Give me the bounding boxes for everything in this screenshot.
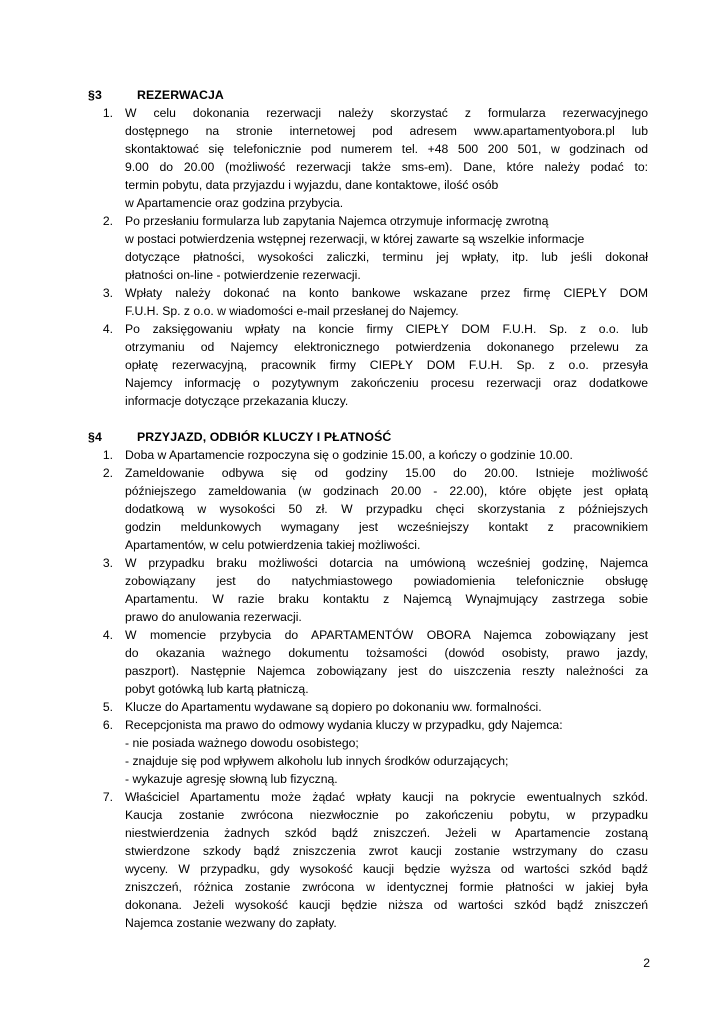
text-line: W celu dokonania rezerwacji należy skorzystać z formularza rezerwacyjnego xyxy=(125,106,648,120)
text-line: Recepcjonista ma prawo do odmowy wydania kluczy w przypadku, gdy Najemca: xyxy=(125,718,563,732)
list-item-text xyxy=(113,464,648,554)
sub-bullet-line: - nie posiada ważnego dowodu osobistego; xyxy=(125,736,359,750)
list-item-marker: 5. xyxy=(102,700,113,714)
text-line: dotyczące płatności, wysokości zaliczki, terminu jej wpłaty, itp. lub jeśli dokonał xyxy=(125,250,648,264)
list-item-marker: 7. xyxy=(102,790,113,804)
list-item-text xyxy=(113,788,648,932)
text-line: Najemcy informację o pozytywnym zakończeniu procesu rezerwacji oraz dodatkowe xyxy=(125,376,648,390)
text-line: Po zaksięgowaniu wpłaty na koncie firmy CIEPŁY DOM F.U.H. Sp. z o.o. lub xyxy=(125,322,648,336)
section-heading xyxy=(88,428,648,446)
section-number: §3 xyxy=(88,88,102,102)
section-title: REZERWACJA xyxy=(137,88,224,102)
list-item xyxy=(88,284,648,320)
text-line: w Apartamencie oraz godzina przybycia. xyxy=(125,196,344,210)
text-line: do okazania ważnego dokumentu tożsamości (dowód osobisty, prawo jazdy, xyxy=(125,646,648,660)
text-line: niestwierdzenia żadnych szkód bądź zniszczeń. Jeżeli w Apartamencie zostaną xyxy=(125,826,648,840)
text-line: stwierdzone szkody bądź zniszczenia zwrot kaucji zostanie wstrzymany do czasu xyxy=(125,844,648,858)
list-item-text xyxy=(113,626,648,698)
list-item-text xyxy=(113,716,648,788)
list-item xyxy=(88,104,648,212)
document-body xyxy=(88,86,648,932)
list-item-marker: 2. xyxy=(102,466,113,480)
text-line: Właściciel Apartamentu może żądać wpłaty kaucji na pokrycie ewentualnych szkód. xyxy=(125,790,648,804)
list-item-text xyxy=(113,554,648,626)
list-item-marker: 1. xyxy=(102,106,113,120)
list-item xyxy=(88,626,648,698)
text-line: płatności on-line - potwierdzenie rezerwacji. xyxy=(125,268,361,282)
list-item xyxy=(88,464,648,554)
text-line: Apartamentu. W razie braku kontaktu z Najemcą Wynajmujący zastrzega sobie xyxy=(125,592,648,606)
list-item xyxy=(88,212,648,284)
text-line: Najemca zostanie wezwany do zapłaty. xyxy=(125,916,337,930)
text-line: Kaucja zostanie zwrócona niezwłocznie po zakończeniu pobytu, w przypadku xyxy=(125,808,648,822)
text-line: opłatę rezerwacyjną, pracownik firmy CIEPŁY DOM F.U.H. Sp. z o.o. przesyła xyxy=(125,358,648,372)
list-item-text xyxy=(113,284,648,320)
text-line: w postaci potwierdzenia wstępnej rezerwacji, w której zawarte są wszelkie informacje xyxy=(125,232,585,246)
text-line: prawo do anulowania rezerwacji. xyxy=(125,610,302,624)
text-line: dokonana. Jeżeli wysokość kaucji będzie niższa od wartości szkód bądź zniszczeń xyxy=(125,898,648,912)
text-line: W momencie przybycia do APARTAMENTÓW OBORA Najemca zobowiązany jest xyxy=(125,628,648,642)
page-number: 2 xyxy=(643,956,650,970)
text-line: W przypadku braku możliwości dotarcia na umówioną wcześniej godzinę, Najemca xyxy=(125,556,648,570)
text-line: F.U.H. Sp. z o.o. w wiadomości e-mail przesłanej do Najemcy. xyxy=(125,304,459,318)
list-item-text xyxy=(113,320,648,410)
section-spacer xyxy=(88,410,648,428)
text-line: dostępnego na stronie internetowej pod adresem www.apartamentyobora.pl lub xyxy=(125,124,648,138)
list-item-marker: 4. xyxy=(102,322,113,336)
text-line: 9.00 do 20.00 (możliwość rezerwacji także sms-em). Dane, które należy podać to: xyxy=(125,160,648,174)
list-item-marker: 1. xyxy=(102,448,113,462)
text-line: otrzymaniu od Najemcy elektronicznego potwierdzenia dokonanego przelewu za xyxy=(125,340,648,354)
text-line: zobowiązany jest do natychmiastowego powiadomienia telefonicznie obsługę xyxy=(125,574,648,588)
text-line: Wpłaty należy dokonać na konto bankowe wskazane przez firmę CIEPŁY DOM xyxy=(125,286,648,300)
text-line: termin pobytu, data przyjazdu i wyjazdu, dane kontaktowe, ilość osób xyxy=(125,178,499,192)
sub-bullet-line: - wykazuje agresję słowną lub fizyczną. xyxy=(125,772,338,786)
text-line: Zameldowanie odbywa się od godziny 15.00 do 20.00. Istnieje możliwość xyxy=(125,466,648,480)
text-line: dodatkową w wysokości 50 zł. W przypadku chęci skorzystania z późniejszych xyxy=(125,502,648,516)
list-item xyxy=(88,554,648,626)
list-item xyxy=(88,698,648,716)
text-line: godzin meldunkowych wymagany jest wcześniejszy kontakt z pracownikiem xyxy=(125,520,648,534)
list-item xyxy=(88,446,648,464)
list-item-marker: 3. xyxy=(102,556,113,570)
list-item-marker: 6. xyxy=(102,718,113,732)
text-line: skontaktować się telefonicznie pod numerem tel. +48 500 200 501, w godzinach od xyxy=(125,142,648,156)
list-item-marker: 2. xyxy=(102,214,113,228)
list-item-marker: 4. xyxy=(102,628,113,642)
list-item-text xyxy=(113,446,648,464)
section-title: PRZYJAZD, ODBIÓR KLUCZY I PŁATNOŚĆ xyxy=(137,430,392,444)
list-item-marker: 3. xyxy=(102,286,113,300)
text-line: paszport). Następnie Najemca zobowiązany jest do uiszczenia reszty należności za xyxy=(125,664,648,678)
list-item xyxy=(88,788,648,932)
list-item xyxy=(88,320,648,410)
list-item xyxy=(88,716,648,788)
text-line: Doba w Apartamencie rozpoczyna się o godzinie 15.00, a kończy o godzinie 10.00. xyxy=(125,448,573,462)
sub-bullet-line: - znajduje się pod wpływem alkoholu lub innych środków odurzających; xyxy=(125,754,509,768)
section-heading xyxy=(88,86,648,104)
list-item-text xyxy=(113,698,648,716)
text-line: wyceny. W przypadku, gdy wysokość kaucji będzie wyższa od wartości szkód bądź xyxy=(125,862,648,876)
text-line: zniszczeń, różnica zostanie zwrócona w identycznej formie płatności w jakiej była xyxy=(125,880,648,894)
list-item-text xyxy=(113,104,648,212)
text-line: Po przesłaniu formularza lub zapytania Najemca otrzymuje informację zwrotną xyxy=(125,214,549,228)
section-number: §4 xyxy=(88,430,102,444)
text-line: późniejszego zameldowania (w godzinach 20.00 - 22.00), które objęte jest opłatą xyxy=(125,484,648,498)
text-line: informacje dotyczące przekazania kluczy. xyxy=(125,394,349,408)
list-item-text xyxy=(113,212,648,284)
text-line: pobyt gotówką lub kartą płatniczą. xyxy=(125,682,309,696)
text-line: Apartamentów, w celu potwierdzenia takiej możliwości. xyxy=(125,538,421,552)
text-line: Klucze do Apartamentu wydawane są dopiero po dokonaniu ww. formalności. xyxy=(125,700,542,714)
